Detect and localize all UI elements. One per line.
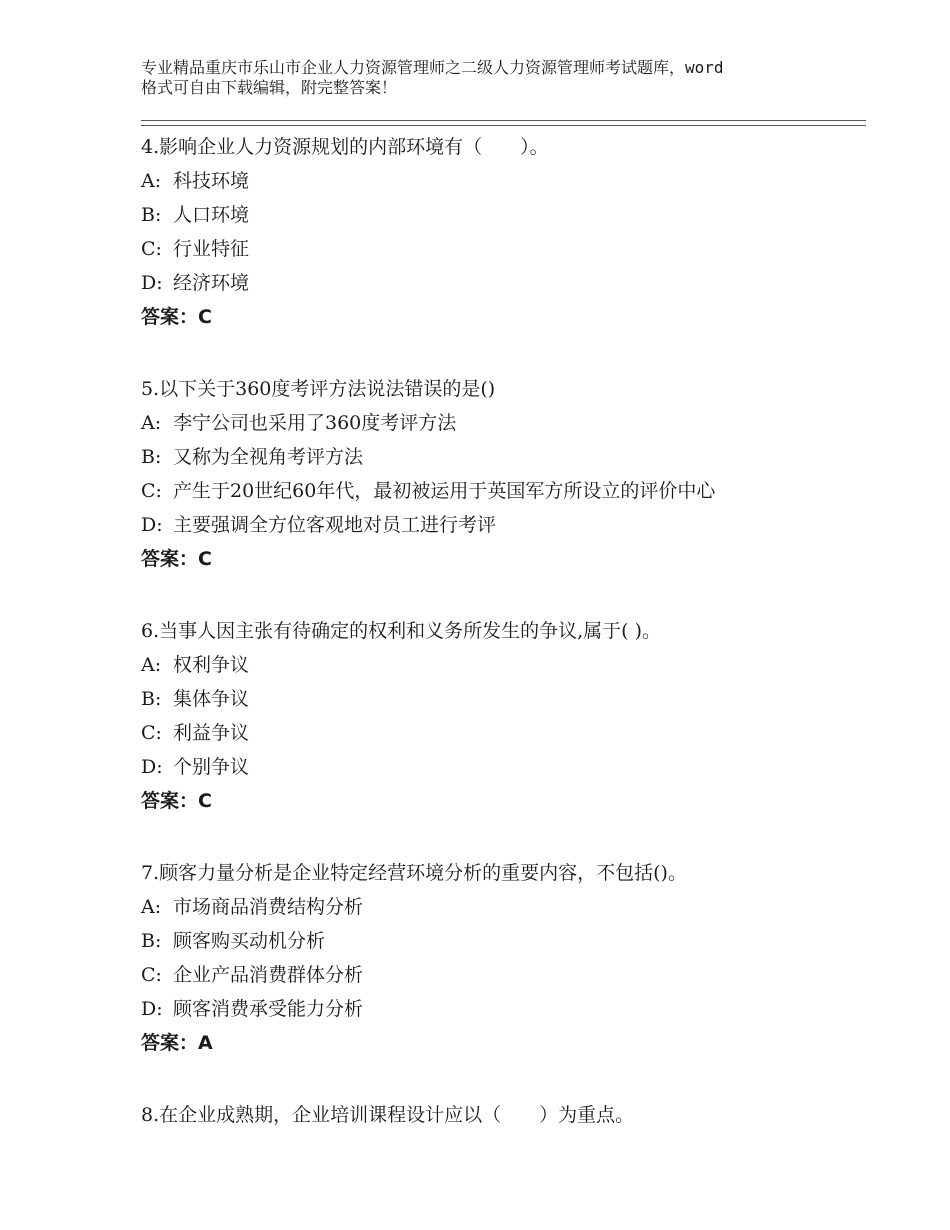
- option-b: [141, 682, 866, 716]
- header-divider-top: [141, 120, 866, 121]
- question-5: [141, 372, 866, 576]
- option-text: 利益争议: [173, 722, 250, 744]
- option-key: D:: [141, 756, 163, 778]
- option-text: 行业特征: [173, 238, 250, 260]
- option-key: C:: [141, 480, 162, 502]
- option-c: [141, 716, 866, 750]
- option-text: 集体争议: [173, 688, 250, 710]
- option-text: 产生于20世纪60年代，最初被运用于英国军方所设立的评价中心: [173, 480, 716, 502]
- option-text: 个别争议: [173, 756, 250, 778]
- option-d: [141, 508, 866, 542]
- header-line-2: 格式可自由下载编辑，附完整答案！: [141, 78, 398, 97]
- option-key: A:: [141, 412, 162, 434]
- option-d: [141, 266, 866, 300]
- question-7: [141, 856, 866, 1060]
- option-key: D:: [141, 998, 163, 1020]
- header-divider-bottom: [141, 125, 866, 126]
- answer-line: 答案：C: [141, 790, 212, 812]
- question-stem: 7.顾客力量分析是企业特定经营环境分析的重要内容，不包括()。: [141, 862, 687, 884]
- question-8: [141, 1098, 866, 1132]
- option-d: [141, 750, 866, 784]
- question-stem: 5.以下关于360度考评方法说法错误的是(): [141, 378, 496, 400]
- option-key: B:: [141, 930, 162, 952]
- question-stem: 4.影响企业人力资源规划的内部环境有（ ）。: [141, 136, 549, 158]
- question-stem: 8.在企业成熟期，企业培训课程设计应以（ ）为重点。: [141, 1104, 635, 1126]
- option-text: 科技环境: [173, 170, 250, 192]
- option-text: 企业产品消费群体分析: [173, 964, 364, 986]
- option-c: [141, 474, 866, 508]
- option-key: D:: [141, 272, 163, 294]
- question-list: [141, 130, 866, 1170]
- option-text: 李宁公司也采用了360度考评方法: [173, 412, 457, 434]
- option-key: C:: [141, 722, 162, 744]
- option-text: 经济环境: [173, 272, 250, 294]
- option-key: B:: [141, 688, 162, 710]
- option-key: C:: [141, 964, 162, 986]
- option-key: B:: [141, 204, 162, 226]
- option-a: [141, 890, 866, 924]
- option-key: A:: [141, 170, 162, 192]
- option-text: 又称为全视角考评方法: [173, 446, 364, 468]
- option-c: [141, 958, 866, 992]
- answer-line: 答案：C: [141, 548, 212, 570]
- answer-line: 答案：A: [141, 1032, 213, 1054]
- option-text: 人口环境: [173, 204, 250, 226]
- option-a: [141, 406, 866, 440]
- option-key: B:: [141, 446, 162, 468]
- option-text: 主要强调全方位客观地对员工进行考评: [173, 514, 497, 536]
- option-b: [141, 198, 866, 232]
- option-key: D:: [141, 514, 163, 536]
- option-text: 顾客消费承受能力分析: [173, 998, 364, 1020]
- option-key: A:: [141, 896, 162, 918]
- option-text: 市场商品消费结构分析: [173, 896, 364, 918]
- header-line-1: 专业精品重庆市乐山市企业人力资源管理师之二级人力资源管理师考试题库，word: [141, 58, 724, 77]
- option-a: [141, 648, 866, 682]
- question-4: [141, 130, 866, 334]
- option-text: 顾客购买动机分析: [173, 930, 326, 952]
- answer-line: 答案：C: [141, 306, 212, 328]
- question-stem: 6.当事人因主张有待确定的权利和义务所发生的争议,属于( )。: [141, 620, 662, 642]
- option-key: A:: [141, 654, 162, 676]
- question-6: [141, 614, 866, 818]
- option-d: [141, 992, 866, 1026]
- option-key: C:: [141, 238, 162, 260]
- option-c: [141, 232, 866, 266]
- option-b: [141, 924, 866, 958]
- document-header: [141, 58, 831, 98]
- option-text: 权利争议: [173, 654, 250, 676]
- option-a: [141, 164, 866, 198]
- option-b: [141, 440, 866, 474]
